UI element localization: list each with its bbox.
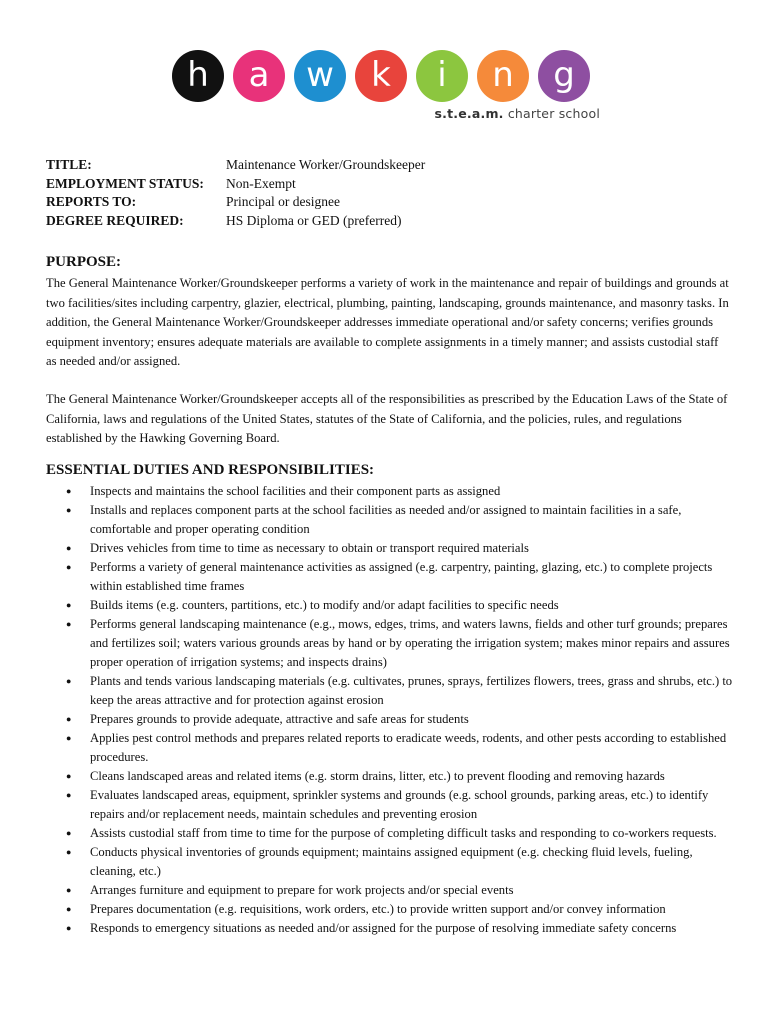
duties-list	[46, 482, 736, 938]
info-value: Non-Exempt	[226, 175, 296, 191]
duty-item: ● Performs general landscaping maintenance (e.g., mows, edges, trims, and waters lawns, fields and other turf grounds; prepares and fertilizes soil; waters various grounds areas by hand or by operating the irrigation system; makes minor repairs and assures proper operation of irrigation systems; and inspects drains)	[46, 615, 736, 672]
logo-letter-w: w	[294, 50, 346, 102]
info-value: HS Diploma or GED (preferred)	[226, 212, 402, 228]
job-info-table	[46, 156, 425, 230]
duty-item: ● Arranges furniture and equipment to prepare for work projects and/or special events	[46, 881, 736, 900]
duty-item: ● Performs a variety of general maintenance activities as assigned (e.g. carpentry, painting, glazing, etc.) to complete projects within established time frames	[46, 558, 736, 596]
logo-letter-n: n	[477, 50, 529, 102]
info-row-degree-required	[46, 212, 425, 231]
logo-letter-a: a	[233, 50, 285, 102]
duty-item: ● Prepares documentation (e.g. requisitions, work orders, etc.) to provide written support and/or convey information	[46, 900, 736, 919]
logo-tagline-bold: s.t.e.a.m.	[434, 106, 504, 121]
info-label: REPORTS TO:	[46, 194, 137, 210]
duty-item: ● Drives vehicles from time to time as necessary to obtain or transport required materials	[46, 539, 736, 558]
logo-letter-g: g	[538, 50, 590, 102]
logo-letters	[172, 50, 602, 102]
logo-letter-k: k	[355, 50, 407, 102]
duty-item: ● Evaluates landscaped areas, equipment, sprinkler systems and grounds (e.g. school grounds, parking areas, etc.) to identify repairs and/or replacement needs, maintain schedules and preventing erosion	[46, 786, 736, 824]
duty-item: ● Prepares grounds to provide adequate, attractive and safe areas for students	[46, 710, 736, 729]
duty-item: ● Plants and tends various landscaping materials (e.g. cultivates, prunes, sprays, fertilizes flowers, trees, grass and shrubs, etc.) to keep the areas attractive and for protection against erosion	[46, 672, 736, 710]
duties-heading: ESSENTIAL DUTIES AND RESPONSIBILITIES:	[46, 462, 375, 478]
logo-letter-h: h	[172, 50, 224, 102]
purpose-paragraph-1: The General Maintenance Worker/Groundskeeper performs a variety of work in the maintenance and repair of buildings and grounds at two facilities/sites including carpentry, glazier, electrical, plumbing, painting, landscaping, grounds maintenance, and masonry tasks. In addition, the General Maintenance Worker/Groundskeeper addresses immediate operational and/or safety concerns; verifies grounds equipment inventory; ensures adequate materials are available to complete assignments in a timely manner; and assists custodial staff as needed and/or assigned.	[46, 276, 729, 368]
purpose-paragraph-2: The General Maintenance Worker/Groundskeeper accepts all of the responsibilities as prescribed by the Education Laws of the State of California, laws and regulations of the United States, statutes of the State of California, and the policies, rules, and regulations established by the Hawking Governing Board.	[46, 392, 728, 445]
duty-item: ● Assists custodial staff from time to time for the purpose of completing difficult tasks and responding to co-workers requests.	[46, 824, 736, 843]
duty-item: ● Cleans landscaped areas and related items (e.g. storm drains, litter, etc.) to prevent flooding and removing hazards	[46, 767, 736, 786]
logo-tagline-rest: charter school	[503, 106, 600, 121]
duty-item: ● Builds items (e.g. counters, partitions, etc.) to modify and/or adapt facilities to specific needs	[46, 596, 736, 615]
info-value: Principal or designee	[226, 194, 340, 210]
info-label: TITLE:	[46, 157, 92, 172]
duty-item: ● Inspects and maintains the school facilities and their component parts as assigned	[46, 482, 736, 501]
duty-item: ● Conducts physical inventories of grounds equipment; maintains assigned equipment (e.g. checking fluid levels, fueling, cleaning, etc.)	[46, 843, 736, 881]
logo-tagline	[435, 106, 600, 121]
school-logo	[172, 50, 602, 122]
info-row-reports-to	[46, 193, 425, 212]
duty-item: ● Applies pest control methods and prepares related reports to eradicate weeds, rodents, and other pests according to established procedures.	[46, 729, 736, 767]
logo-letter-i: i	[416, 50, 468, 102]
info-value: Maintenance Worker/Groundskeeper	[226, 157, 426, 172]
duty-item: ● Responds to emergency situations as needed and/or assigned for the purpose of resolving immediate safety concerns	[46, 919, 736, 938]
info-label: EMPLOYMENT STATUS:	[46, 175, 204, 191]
info-row-employment-status	[46, 175, 425, 194]
info-label: DEGREE REQUIRED:	[46, 212, 184, 228]
duty-item: ● Installs and replaces component parts at the school facilities as needed and/or assigned to maintain facilities in a safe, comfortable and proper operating condition	[46, 501, 736, 539]
info-row-title	[46, 156, 425, 175]
purpose-heading: PURPOSE:	[46, 254, 121, 270]
